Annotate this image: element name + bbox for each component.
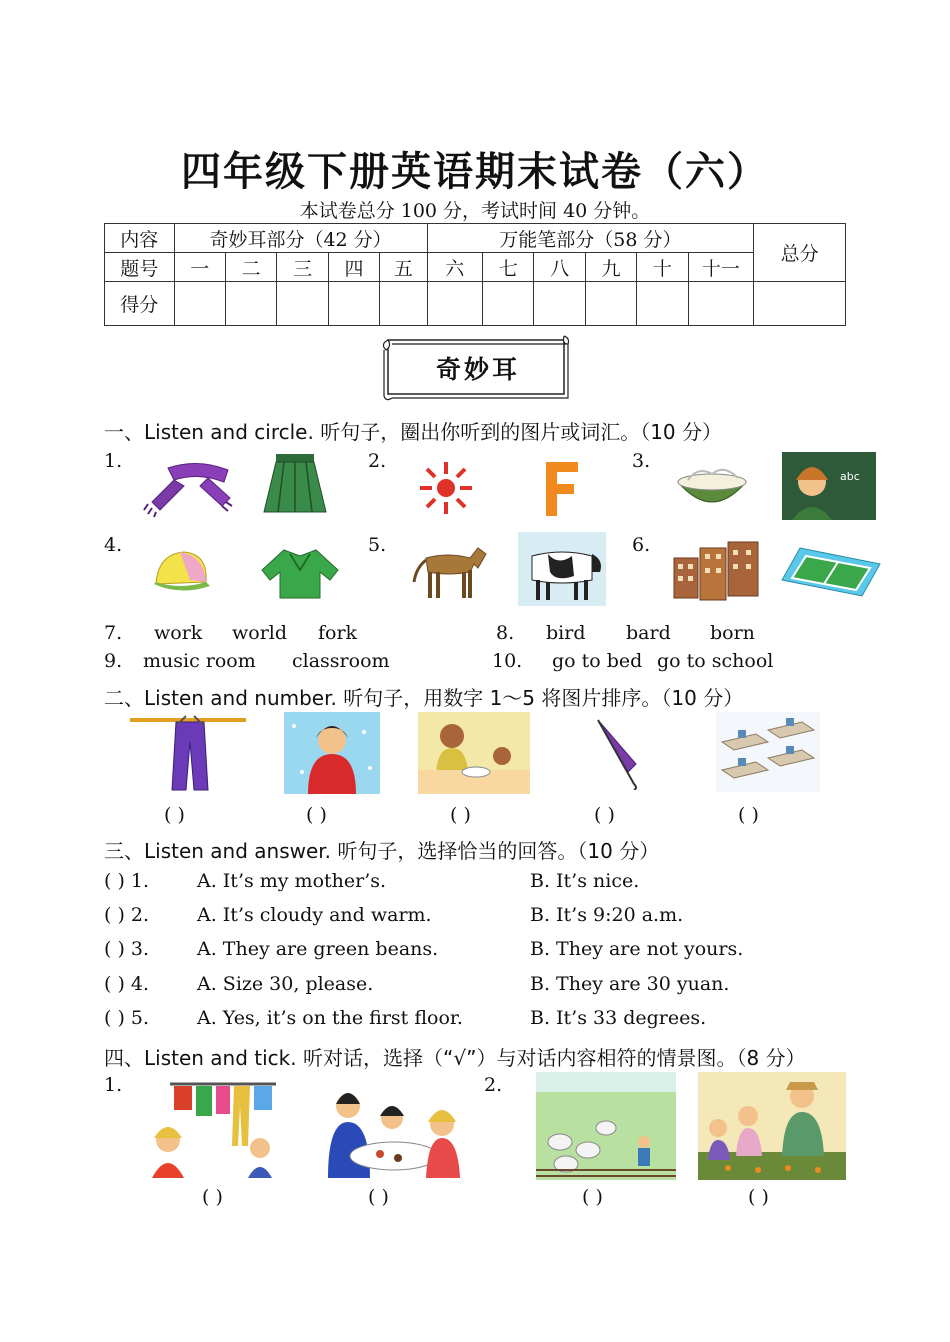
number-cell: 十 bbox=[637, 253, 688, 282]
classroom-desks-icon[interactable] bbox=[716, 712, 820, 792]
picture-number: 6. bbox=[632, 534, 651, 556]
horse-icon[interactable] bbox=[408, 540, 488, 602]
number-cell: 五 bbox=[380, 253, 427, 282]
picture-number: 3. bbox=[632, 450, 651, 472]
word-option[interactable]: fork bbox=[318, 622, 358, 644]
score-cell[interactable] bbox=[328, 282, 379, 326]
section3-heading: 三、Listen and answer. 听句子，选择恰当的回答。（10 分） bbox=[104, 839, 660, 863]
question-prefix[interactable]: ( ) 2. bbox=[104, 904, 150, 926]
picture-number: 2. bbox=[368, 450, 387, 472]
number-cell: 二 bbox=[225, 253, 276, 282]
word-item-number: 7. bbox=[104, 622, 123, 644]
option-a: A. It’s my mother’s. bbox=[197, 870, 387, 892]
page-title: 四年级下册英语期末试卷（六） bbox=[181, 149, 769, 195]
answer-blank[interactable]: ( ) bbox=[748, 1186, 769, 1208]
svg-text:abc: abc bbox=[840, 470, 860, 483]
picture-number: 2. bbox=[484, 1074, 503, 1096]
section2-heading: 二、Listen and number. 听句子，用数字 1～5 将图片排序。（10 分） bbox=[104, 686, 744, 710]
word-option[interactable]: bird bbox=[546, 622, 586, 644]
option-a: A. Yes, it’s on the first floor. bbox=[197, 1007, 463, 1029]
score-cell[interactable] bbox=[427, 282, 482, 326]
section4-heading: 四、Listen and tick. 听对话，选择（“√”）与对话内容相符的情景图。（8 分） bbox=[104, 1046, 806, 1070]
option-b: B. They are not yours. bbox=[530, 938, 744, 960]
word-option[interactable]: world bbox=[232, 622, 288, 644]
playground-icon[interactable] bbox=[780, 544, 882, 600]
farm-garden-icon[interactable] bbox=[698, 1072, 846, 1180]
option-a: A. They are green beans. bbox=[197, 938, 439, 960]
word-option[interactable]: born bbox=[710, 622, 755, 644]
score-label: 得分 bbox=[105, 282, 175, 326]
number-cell: 七 bbox=[483, 253, 534, 282]
score-cell[interactable] bbox=[688, 282, 754, 326]
answer-blank[interactable]: ( ) bbox=[202, 1186, 223, 1208]
word-option[interactable]: music room bbox=[143, 650, 256, 672]
word-item-number: 9. bbox=[104, 650, 123, 672]
dinner-table-icon[interactable] bbox=[318, 1078, 466, 1178]
sun-icon[interactable] bbox=[418, 460, 474, 516]
answer-blank[interactable]: ( ) bbox=[582, 1186, 603, 1208]
cow-icon[interactable] bbox=[518, 532, 606, 606]
number-cell: 六 bbox=[427, 253, 482, 282]
word-option[interactable]: bard bbox=[626, 622, 671, 644]
number-cell: 四 bbox=[328, 253, 379, 282]
word-item-number: 10. bbox=[492, 650, 523, 672]
number-cell: 三 bbox=[277, 253, 328, 282]
answer-blank[interactable]: ( ) bbox=[450, 804, 471, 826]
answer-blank[interactable]: ( ) bbox=[164, 804, 185, 826]
sweater-icon[interactable] bbox=[260, 546, 340, 600]
answer-blank[interactable]: ( ) bbox=[738, 804, 759, 826]
cap-icon[interactable] bbox=[150, 548, 214, 598]
total-label: 总分 bbox=[754, 224, 846, 282]
answer-blank[interactable]: ( ) bbox=[368, 1186, 389, 1208]
option-b: B. It’s 33 degrees. bbox=[530, 1007, 707, 1029]
scroll-label: 奇妙耳 bbox=[435, 355, 520, 384]
picture-number: 1. bbox=[104, 450, 123, 472]
score-cell[interactable] bbox=[380, 282, 427, 326]
farm-sheep-icon[interactable] bbox=[536, 1072, 676, 1180]
word-option[interactable]: work bbox=[154, 622, 203, 644]
section1-heading: 一、Listen and circle. 听句子，圈出你听到的图片或词汇。（10 分） bbox=[104, 420, 722, 444]
number-label: 题号 bbox=[105, 253, 175, 282]
option-b: B. They are 30 yuan. bbox=[530, 973, 730, 995]
score-cell[interactable] bbox=[277, 282, 328, 326]
score-cell[interactable] bbox=[174, 282, 225, 326]
picture-number: 5. bbox=[368, 534, 387, 556]
question-prefix[interactable]: ( ) 4. bbox=[104, 973, 150, 995]
pants-icon[interactable] bbox=[130, 712, 246, 794]
option-a: A. It’s cloudy and warm. bbox=[197, 904, 432, 926]
question-prefix[interactable]: ( ) 3. bbox=[104, 938, 150, 960]
score-table bbox=[104, 223, 846, 326]
scarf-icon[interactable] bbox=[138, 458, 242, 518]
picture-number: 4. bbox=[104, 534, 123, 556]
answer-blank[interactable]: ( ) bbox=[594, 804, 615, 826]
number-cell: 八 bbox=[534, 253, 585, 282]
option-b: B. It’s nice. bbox=[530, 870, 640, 892]
noodles-icon[interactable] bbox=[674, 460, 750, 516]
question-prefix[interactable]: ( ) 5. bbox=[104, 1007, 150, 1029]
question-prefix[interactable]: ( ) 1. bbox=[104, 870, 150, 892]
clothes-shop-icon[interactable] bbox=[148, 1078, 278, 1178]
part2-label: 万能笔部分（58 分） bbox=[427, 224, 754, 253]
score-cell[interactable] bbox=[585, 282, 636, 326]
girl-in-snow-icon[interactable] bbox=[284, 712, 380, 794]
answer-blank[interactable]: ( ) bbox=[306, 804, 327, 826]
word-item-number: 8. bbox=[496, 622, 515, 644]
score-cell[interactable] bbox=[225, 282, 276, 326]
score-cell[interactable] bbox=[483, 282, 534, 326]
buildings-icon[interactable] bbox=[670, 538, 762, 604]
score-cell[interactable] bbox=[637, 282, 688, 326]
dinner-icon[interactable] bbox=[418, 712, 530, 794]
part1-label: 奇妙耳部分（42 分） bbox=[174, 224, 427, 253]
skirt-icon[interactable] bbox=[262, 452, 328, 518]
number-cell: 一 bbox=[174, 253, 225, 282]
teacher-icon[interactable] bbox=[782, 452, 876, 520]
content-label: 内容 bbox=[105, 224, 175, 253]
score-cell[interactable] bbox=[534, 282, 585, 326]
number-cell: 十一 bbox=[688, 253, 754, 282]
option-a: A. Size 30, please. bbox=[197, 973, 374, 995]
option-b: B. It’s 9:20 a.m. bbox=[530, 904, 684, 926]
umbrella-icon[interactable] bbox=[594, 716, 640, 790]
page-subtitle: 本试卷总分 100 分，考试时间 40 分钟。 bbox=[299, 200, 651, 222]
number-cell: 九 bbox=[585, 253, 636, 282]
word-option[interactable]: classroom bbox=[292, 650, 390, 672]
total-score-cell[interactable] bbox=[754, 282, 846, 326]
word-option[interactable]: go to school bbox=[657, 650, 774, 672]
picture-number: 1. bbox=[104, 1074, 123, 1096]
letter-f-icon[interactable] bbox=[544, 462, 580, 516]
word-option[interactable]: go to bed bbox=[552, 650, 643, 672]
